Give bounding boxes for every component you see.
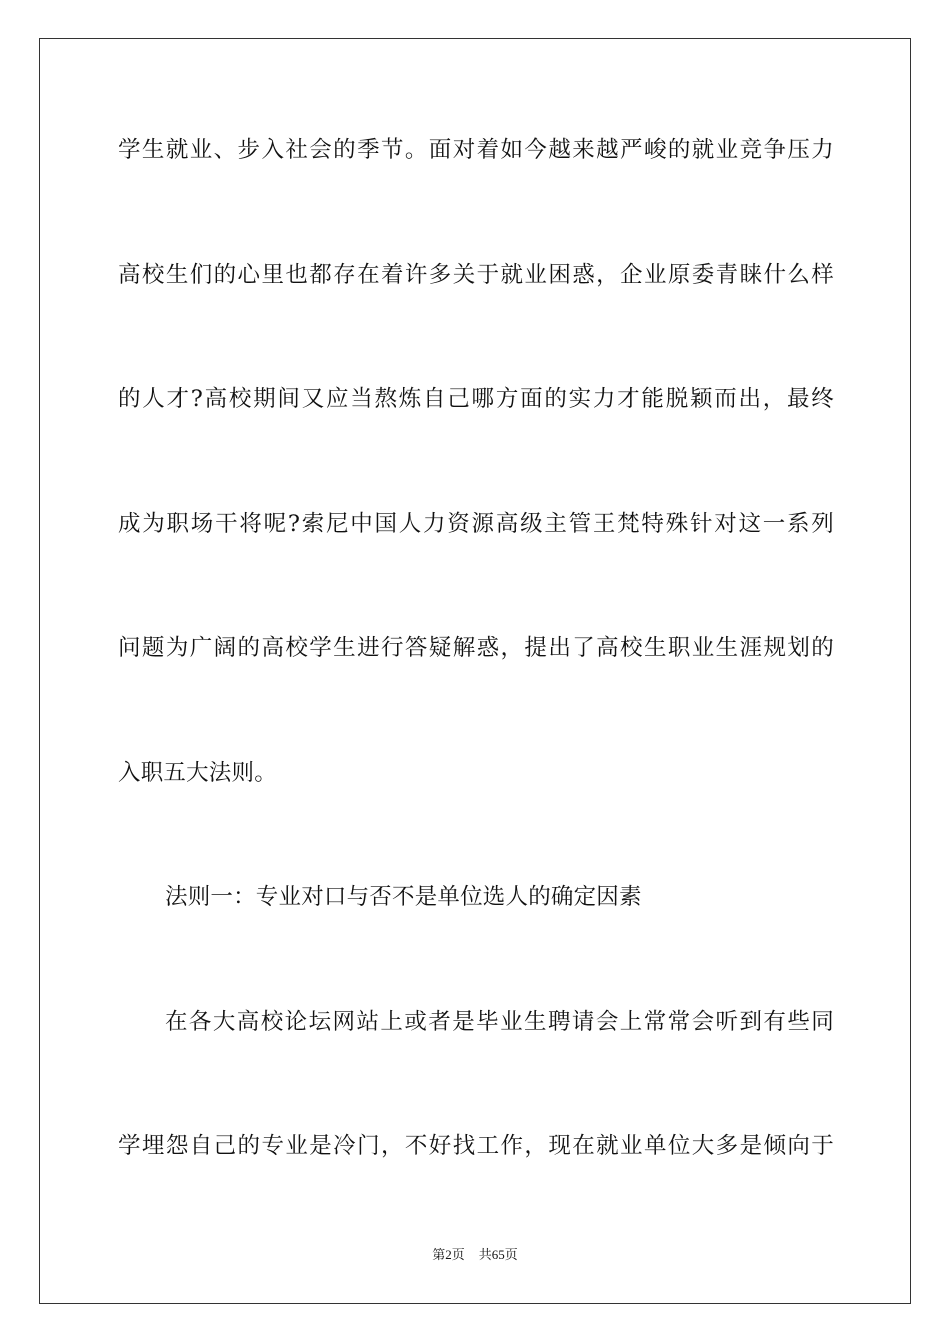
body-text-line-9: 学埋怨自己的专业是冷门，不好找工作，现在就业单位大多是倾向于 (118, 1133, 834, 1159)
total-suffix: 页 (504, 1248, 518, 1263)
page-prefix: 第 (432, 1248, 446, 1263)
total-prefix: 共 (478, 1248, 492, 1263)
body-text-line-6: 入职五大法则。 (118, 760, 277, 786)
body-text-line-5: 问题为广阔的高校学生进行答疑解惑，提出了高校生职业生涯规划的 (118, 635, 834, 661)
page-number: 2 (445, 1247, 452, 1262)
total-pages: 65 (491, 1247, 505, 1262)
page-suffix: 页 (451, 1248, 465, 1263)
body-text-line-8: 在各大高校论坛网站上或者是毕业生聘请会上常常会听到有些同 (165, 1009, 834, 1035)
page-footer (0, 1246, 950, 1265)
body-text-line-2: 高校生们的心里也都存在着许多关于就业困惑，企业原委青睐什么样 (118, 262, 834, 288)
body-text-line-1: 学生就业、步入社会的季节。面对着如今越来越严峻的就业竞争压力 (118, 137, 834, 163)
body-text-line-4: 成为职场干将呢?索尼中国人力资源高级主管王梵特殊针对这一系列 (118, 511, 834, 537)
section-heading: 法则一：专业对口与否不是单位选人的确定因素 (165, 884, 642, 910)
body-text-line-3: 的人才?高校期间又应当熬炼自己哪方面的实力才能脱颖而出，最终 (118, 386, 834, 412)
page-border (39, 38, 911, 1304)
